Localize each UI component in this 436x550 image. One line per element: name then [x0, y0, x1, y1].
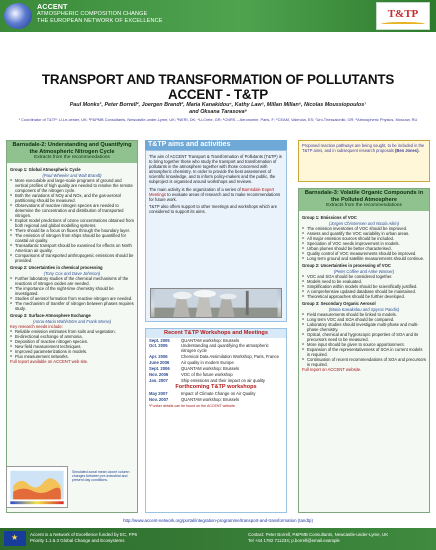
- group-2-leaders: (Tony Cox and Dave Johnson): [43, 270, 101, 276]
- workshop-title: Chemical Data Assimilation Workshop, Paris, France: [181, 354, 279, 360]
- list-item: o Expansion of the representativeness of SOA in current models is required.: [302, 347, 426, 357]
- list-item: o VOC and SOA should be considered together.: [302, 274, 426, 279]
- recent-workshops-heading: Recent T&TP Workshops and Meetings: [146, 329, 286, 338]
- group-2-heading: Group 2: Uncertainties in chemical processing: [10, 264, 103, 270]
- barnsdale-2-body: [7, 163, 137, 366]
- group-2-list: [10, 276, 134, 311]
- barnsdale-2-subtitle: Extracts from the recommendations: [34, 155, 110, 161]
- group-3-heading: Group 3: Secondary Organic Aerosol: [302, 300, 376, 306]
- list-item: o Laboratory studies should investigate multi-phase and multi-phase chemistry.: [302, 322, 426, 332]
- funding-text: [30, 532, 200, 543]
- workshop-date: Nov. 2006: [149, 371, 169, 377]
- aims-activities-paragraph: [149, 187, 283, 202]
- group-1-list: [10, 178, 134, 263]
- list-item: o Reliable emission estimates from soils and vegetation.: [10, 329, 134, 334]
- barnsdale-3-title: Barnsdale-3: Volatile Organic Compounds in the Polluted Atmosphere: [304, 190, 424, 203]
- list-item: o Bi-directional exchange of ammonia.: [10, 334, 134, 339]
- list-item: o New field measurement techniques.: [10, 344, 134, 349]
- workshop-row[interactable]: [146, 392, 286, 397]
- report-link-note[interactable]: Full report available on ACCENT web site.: [10, 358, 89, 364]
- list-item: o Flux measurement networks.: [10, 354, 134, 359]
- list-item: o Observations of reactive nitrogen species are needed to determine the concentration and distribution of transported nitrogen.: [10, 203, 134, 218]
- list-item: o Studies of aerosol formation from reactive nitrogen are needed.: [10, 296, 134, 301]
- workshop-row[interactable]: [146, 398, 286, 403]
- list-item: o Urban plumes should be better characterised.: [302, 246, 426, 251]
- group-1-list: [302, 226, 426, 261]
- list-item: o Deposition of reactive nitrogen species.: [10, 339, 134, 344]
- workshop-date: May 2007: [149, 390, 168, 396]
- group-1-heading: Group 1: Global Atmospheric Cycle: [10, 166, 81, 172]
- eu-flag-icon: [4, 531, 26, 546]
- poster-title: [0, 72, 436, 102]
- group-3-heading: Group 3: Surface-Atmosphere Exchange: [10, 312, 91, 318]
- list-item: o The emission of nitrogen from ships should be quantified for coastal air quality.: [10, 233, 134, 243]
- workshop-title: VOC of the future workshop: [181, 371, 233, 377]
- title-line-2: ACCENT - T&TP: [167, 87, 269, 102]
- contact-line-2[interactable]: Tel +44 1782 711234; p.borrell@email.example: [248, 537, 340, 543]
- workshop-title: Air quality in modern Europe: [181, 360, 234, 366]
- authors-line-1: Paul Monks¹, Peter Borrell², Joergen Brandt³, Maria Kanakidou⁴, Kathy Law⁵, Millan Millan⁶, Nicolas Moussiopoulos⁷: [69, 102, 367, 108]
- workshop-date: Sept. 2006: [149, 366, 170, 372]
- workshop-title: Ship emissions and their impact on air quality: [181, 377, 266, 383]
- group-2-list: [302, 274, 426, 299]
- list-item: o Quality control of VOC measurements should be improved.: [302, 251, 426, 256]
- list-item: o Exploit model predictions of ozone concentrations obtained from both regional and global modelling systems.: [10, 218, 134, 228]
- tandtp-logo-text: T&TP: [387, 8, 419, 20]
- group-3-leaders: (Maria Kanakidou and Spyros Pandis): [328, 306, 400, 312]
- aims-support-paragraph: T&TP also offers support to other meetings and workshops which are considered to support its aims.: [149, 203, 278, 214]
- header-banner: [0, 0, 436, 32]
- workshop-title: QUANTAM workshop: Brussels: [181, 396, 240, 402]
- list-item: o A comprehensive updated database should be maintained.: [302, 289, 426, 294]
- list-item: o There should be a focus on fluxes through the boundary layer.: [10, 228, 134, 233]
- report-link-note[interactable]: Full report on ACCENT website.: [302, 366, 362, 372]
- list-item: o Both the variations of NOy and NOx, and the gas-aerosol partitioning should be measured.: [10, 193, 134, 203]
- group-2-leaders: (Peter Coffee and Anke Wasser): [333, 268, 395, 274]
- barnsdale-2-heading: [7, 141, 137, 163]
- project-url-link[interactable]: http://www.accent-network.org/portal/integration-programme/transport-and-transformation (tandtp): [123, 518, 313, 523]
- network-subtitle: ATMOSPHERIC COMPOSITION CHANGE: [37, 11, 148, 17]
- list-item: o Improved parameterizations in models.: [10, 349, 134, 354]
- list-item: o The importance of the night-time chemistry should be investigated.: [10, 286, 134, 296]
- list-item: o Long term ground and satellite measurements should continue.: [302, 256, 426, 261]
- network-tagline: THE EUROPEAN NETWORK OF EXCELLENCE: [37, 17, 163, 24]
- group-3-intro: Key research needs include:: [10, 323, 63, 329]
- group-3-list: [10, 329, 134, 359]
- list-item: o Speciation of VOC needs improvement in models.: [302, 241, 426, 246]
- workshop-date: Oct. 2005: [149, 343, 168, 349]
- list-item: o Models need to be evaluated.: [302, 279, 426, 284]
- group-3-list: [302, 312, 426, 367]
- footer-bar: [0, 528, 436, 550]
- aims-activities-tail: to evaluate areas of research and to make recommendations for future work.: [149, 191, 281, 202]
- power-station-photo: [150, 288, 282, 318]
- workshop-date: Nov. 2007: [149, 396, 169, 402]
- barnsdale-2-title: Barnsdale-2: Understanding and Quantifying the Atmospheric Nitrogen Cycle: [12, 142, 132, 155]
- contact-text: [248, 532, 432, 543]
- workshop-row[interactable]: [146, 344, 286, 354]
- workshop-date: Sept. 2005: [149, 337, 170, 343]
- funding-line-2: Priority 1.1.6.3 Global Change and Ecosystems: [30, 537, 125, 543]
- proposals-text: Proposed reaction pathways are being sought, to be included in the T&TP aims, and in subsequent research proposals: [302, 143, 425, 153]
- barnsdale-3-heading: [299, 189, 429, 211]
- aims-paragraph: The aim of ACCENT Transport & Transformation of Pollutants (T&TP) is to bring together those who study the transport and transformation of pollutants in the atmosphere together with those concerned with atmospheric chemistry. In order to provide the best assessment of scientific knowledge, and to inform policy-makers and the public, the subproject is organised around workshops and reviews.: [149, 154, 282, 185]
- proposals-contact: (Ben Jones).: [395, 148, 420, 153]
- list-item: o Theoretical approaches should be further developed.: [302, 294, 426, 299]
- list-item: o Comparisons of transported anthropogenic emissions should be provided.: [10, 253, 134, 263]
- barnsdale-3-subtitle: Extracts from the recommendations: [326, 203, 402, 209]
- affiliations: ¹ Coordinator of T&TP: U-Le-cester, UK; ²P&PMB Consultants, Newcastle-under-Lyme, UK; ³NERI, DK; ⁴U-Crete, GR; ⁵CNRS – Aeronomie, Paris, F; ⁶CEAM, Valencia, ES; ⁷Uni-Thessaloniki, GR; ⁸Atmospheric Physics, Moscow, RU: [18, 117, 418, 122]
- title-line-1: TRANSPORT AND TRANSFORMATION OF POLLUTANTS: [41, 72, 395, 87]
- accent-logo-icon: [4, 3, 32, 29]
- workshop-date: June 2006: [149, 360, 170, 366]
- list-item: o Assess and quantify the VOC variability in urban areas.: [302, 231, 426, 236]
- aims-activities-lead: The main activity is the organization of a series of: [149, 186, 241, 192]
- list-item: o Optical, chemical and hygroscopic properties of SOA and its precursors need to be measured.: [302, 332, 426, 342]
- authors-line-2: and Oksana Tarasova⁸: [189, 109, 247, 115]
- list-item: o More input should be given to source apportionment.: [302, 342, 426, 347]
- list-item: o The mechanism of transfer of nitrogen between phases requires study.: [10, 301, 134, 311]
- recent-workshops-panel: [145, 328, 287, 513]
- list-item: o Transatlantic transport should be examined for effects on North American air quality.: [10, 243, 134, 253]
- list-item: o Continuation of recent recommendations of SOA and precursors is required.: [302, 357, 426, 367]
- workshop-title: QUANTAM workshop: Brussels: [181, 366, 240, 372]
- workshop-title: Impact of Climate Change on Air Quality: [181, 390, 256, 396]
- swoosh-icon: [381, 22, 425, 26]
- author-list: [20, 102, 416, 116]
- group-1-heading: Group 1: Emissions of VOC: [302, 214, 357, 220]
- workshop-title: QUANTAM workshop: Brussels: [181, 337, 240, 343]
- list-item: o Simplification within models should be scientifically justified.: [302, 284, 426, 289]
- barnsdale-3-panel: [298, 188, 430, 513]
- aims-heading: T&TP aims and activities: [145, 140, 287, 150]
- group-3-leaders: (Anna-Maria Wahlström and Frank Morse): [32, 318, 112, 324]
- list-item: o More executable and large-scale programs of ground and vertical profiles of high quality are needed to resolve the remote component of the nitrogen cycle.: [10, 178, 134, 193]
- funding-line-1: Accent is a Network of Excellence funded by EC, FP6: [30, 532, 138, 537]
- workshop-title: Understanding and quantifying the atmospheric nitrogen cycle: [181, 343, 269, 354]
- workshop-date: Apr. 2006: [149, 354, 168, 360]
- figure-caption: Simulated zonal mean ozone column changes between pre-industrial and present day conditions.: [72, 470, 130, 483]
- barnsdale-meetings-link[interactable]: Barnsdale Expert Meetings: [149, 186, 275, 197]
- proposals-box: [298, 140, 430, 182]
- tandtp-logo: [376, 2, 430, 30]
- group-1-leaders: (Jorgen Christensen and Nicola Aikin): [328, 220, 400, 226]
- group-2-heading: Group 2: Uncertainties in processing of VOC: [302, 262, 391, 268]
- group-1-leaders: (Paul Wheeler and Walt Brandt): [42, 172, 102, 178]
- contact-line-1: Contact: Peter Borrell, P&PMB Consultants, Newcastle-under-Lyme, UK: [248, 532, 389, 537]
- barnsdale-2-panel: [6, 140, 138, 513]
- list-item: o Further laboratory studies of the chemical mechanisms of the reactions of nitrogen oxides are needed.: [10, 276, 134, 286]
- network-acronym: ACCENT: [37, 2, 68, 11]
- workshops-footnote: *Further details can be found on the ACCENT website.: [149, 403, 236, 408]
- forthcoming-heading: Forthcoming T&TP workshops: [175, 383, 257, 390]
- list-item: o Field measurements should be linked to models.: [302, 312, 426, 317]
- network-name: [37, 3, 247, 24]
- list-item: o All major emission sources should be included.: [302, 236, 426, 241]
- ozone-map-figure: [6, 466, 68, 508]
- list-item: o Long term VOC and SOA should be compared.: [302, 317, 426, 322]
- workshop-date: Jan. 2007: [149, 377, 168, 383]
- barnsdale-3-body: [299, 211, 429, 374]
- list-item: o The emission inventories of VOC should be improved.: [302, 226, 426, 231]
